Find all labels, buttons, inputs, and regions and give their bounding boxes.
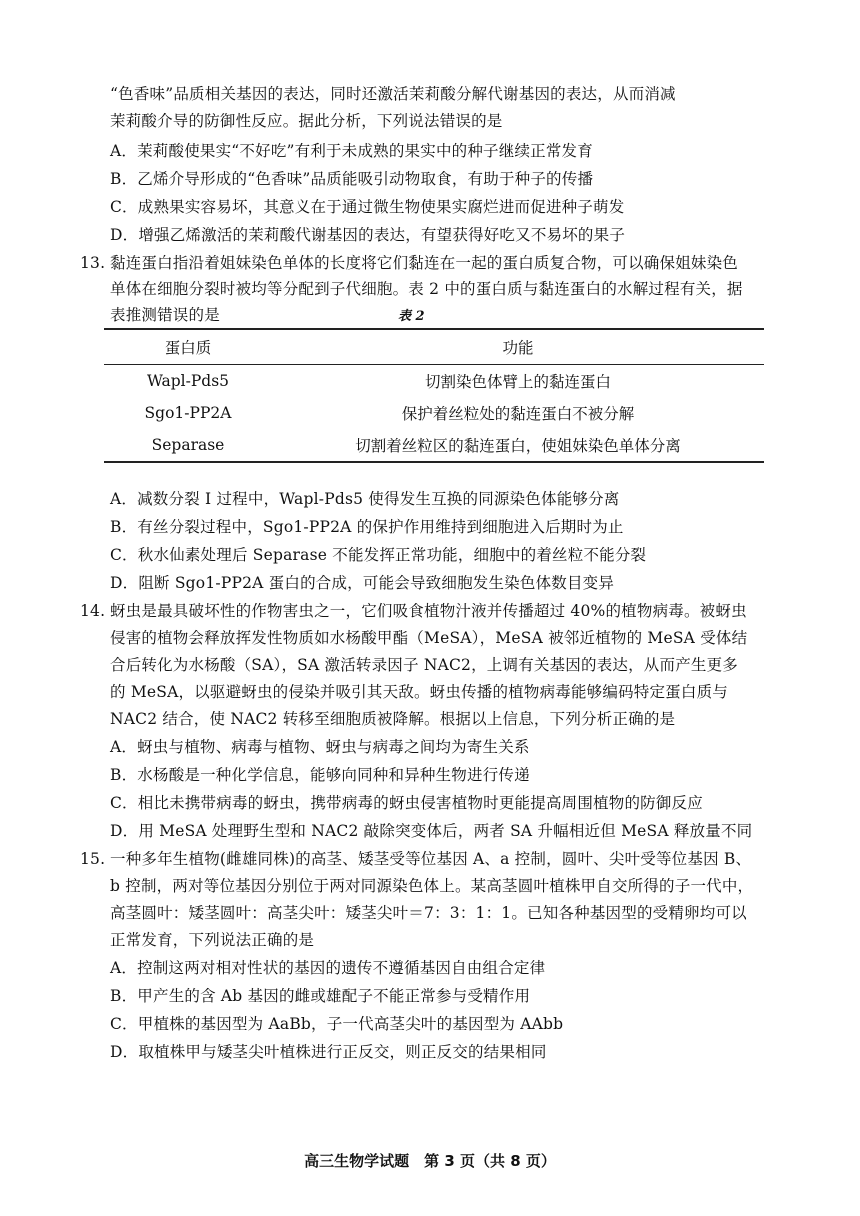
table-cell-function: 保护着丝粒处的黏连蛋白不被分解 xyxy=(401,405,635,423)
q15-text-line-2: b 控制，两对等位基因分别位于两对同源染色体上。某高茎圆叶植株甲自交所得的子一代中， xyxy=(110,877,754,895)
q12-option-b: B．乙烯介导形成的“色香味”品质能吸引动物取食，有助于种子的传播 xyxy=(110,170,594,188)
table-header-protein: 蛋白质 xyxy=(164,339,212,357)
page-footer: 高三生物学试题 第 3 页（共 8 页） xyxy=(304,1152,556,1170)
q14-option-d: D．用 MeSA 处理野生型和 NAC2 敲除突变体后，两者 SA 升幅相近但 MeSA 释放量不同 xyxy=(110,822,753,840)
table-header-function: 功能 xyxy=(502,339,534,357)
q13-text-line-1: 黏连蛋白指沿着姐妹染色单体的长度将它们黏连在一起的蛋白质复合物，可以确保姐妹染色 xyxy=(110,254,739,272)
q14-number: 14. xyxy=(80,602,106,620)
q12-option-d: D．增强乙烯激活的茉莉酸代谢基因的表达，有望获得好吃又不易坏的果子 xyxy=(110,226,626,244)
q15-option-c: C．甲植株的基因型为 AaBb，子一代高茎尖叶的基因型为 AAbb xyxy=(110,1015,564,1033)
q15-option-a: A．控制这两对相对性状的基因的遗传不遵循基因自由组合定律 xyxy=(110,959,546,977)
q13-text-line-2: 单体在细胞分裂时被均等分配到子代细胞。表 2 中的蛋白质与黏连蛋白的水解过程有关，据 xyxy=(110,280,743,298)
q13-option-b: B．有丝分裂过程中，Sgo1-PP2A 的保护作用维持到细胞进入后期时为止 xyxy=(110,518,624,536)
table-row xyxy=(104,397,764,429)
q14-option-b: B．水杨酸是一种化学信息，能够向同种和异种生物进行传递 xyxy=(110,766,530,784)
q12-text-line-1: “色香味”品质相关基因的表达，同时还激活茉莉酸分解代谢基因的表达，从而消减 xyxy=(110,85,676,103)
table-row xyxy=(104,429,764,461)
q14-text-line-5: NAC2 结合，使 NAC2 转移至细胞质被降解。根据以上信息，下列分析正确的是 xyxy=(110,710,676,728)
table-cell-protein: Sgo1-PP2A xyxy=(144,404,232,422)
table-row xyxy=(104,365,764,397)
q15-text-line-1: 一种多年生植物(雌雄同株)的高茎、矮茎受等位基因 A、a 控制，圆叶、尖叶受等位基因 B、 xyxy=(110,850,752,868)
q13-option-d: D．阻断 Sgo1-PP2A 蛋白的合成，可能会导致细胞发生染色体数目变异 xyxy=(110,574,615,592)
table-cell-protein: Separase xyxy=(151,436,225,454)
q15-option-b: B．甲产生的含 Ab 基因的雌或雄配子不能正常参与受精作用 xyxy=(110,987,531,1005)
q14-text-line-2: 侵害的植物会释放挥发性物质如水杨酸甲酯（MeSA），MeSA 被邻近植物的 MeSA 受体结 xyxy=(110,629,748,647)
q12-option-c: C．成熟果实容易坏，其意义在于通过微生物使果实腐烂进而促进种子萌发 xyxy=(110,198,625,216)
q13-text-line-3: 表推测错误的是 xyxy=(110,306,220,324)
q13-number: 13. xyxy=(80,254,106,272)
table-cell-function: 切割着丝粒区的黏连蛋白，使姐妹染色单体分离 xyxy=(355,437,681,455)
q14-text-line-1: 蚜虫是最具破坏性的作物害虫之一，它们吸食植物汁液并传播超过 40%的植物病毒。被蚜虫 xyxy=(110,602,747,620)
q15-option-d: D．取植株甲与矮茎尖叶植株进行正反交，则正反交的结果相同 xyxy=(110,1043,547,1061)
q13-option-c: C．秋水仙素处理后 Separase 不能发挥正常功能，细胞中的着丝粒不能分裂 xyxy=(110,546,647,564)
q14-option-c: C．相比未携带病毒的蚜虫，携带病毒的蚜虫侵害植物时更能提高周围植物的防御反应 xyxy=(110,794,703,812)
table-cell-function: 切割染色体臂上的黏连蛋白 xyxy=(424,373,611,391)
q15-text-line-3: 高茎圆叶：矮茎圆叶：高茎尖叶：矮茎尖叶＝7：3：1：1。已知各种基因型的受精卵均可以 xyxy=(110,904,747,922)
q14-option-a: A．蚜虫与植物、病毒与植物、蚜虫与病毒之间均为寄生关系 xyxy=(110,738,530,756)
q14-text-line-3: 合后转化为水杨酸（SA），SA 激活转录因子 NAC2，上调有关基因的表达，从而产生更多 xyxy=(110,656,739,674)
table-header-row xyxy=(104,330,764,365)
q15-text-line-4: 正常发育，下列说法正确的是 xyxy=(110,931,315,949)
q12-option-a: A．茉莉酸使果实“不好吃”有利于未成熟的果实中的种子继续正常发育 xyxy=(110,142,593,160)
q15-number: 15. xyxy=(80,850,106,868)
q12-text-line-2: 茉莉酸介导的防御性反应。据此分析，下列说法错误的是 xyxy=(110,112,503,130)
table-cell-protein: Wapl-Pds5 xyxy=(146,372,230,390)
q13-option-a: A．减数分裂 I 过程中，Wapl-Pds5 使得发生互换的同源染色体能够分离 xyxy=(110,490,620,508)
protein-table xyxy=(104,328,764,463)
table-caption: 表 2 xyxy=(398,309,425,324)
q14-text-line-4: 的 MeSA，以驱避蚜虫的侵染并吸引其天敌。蚜虫传播的植物病毒能够编码特定蛋白质与 xyxy=(110,683,728,701)
